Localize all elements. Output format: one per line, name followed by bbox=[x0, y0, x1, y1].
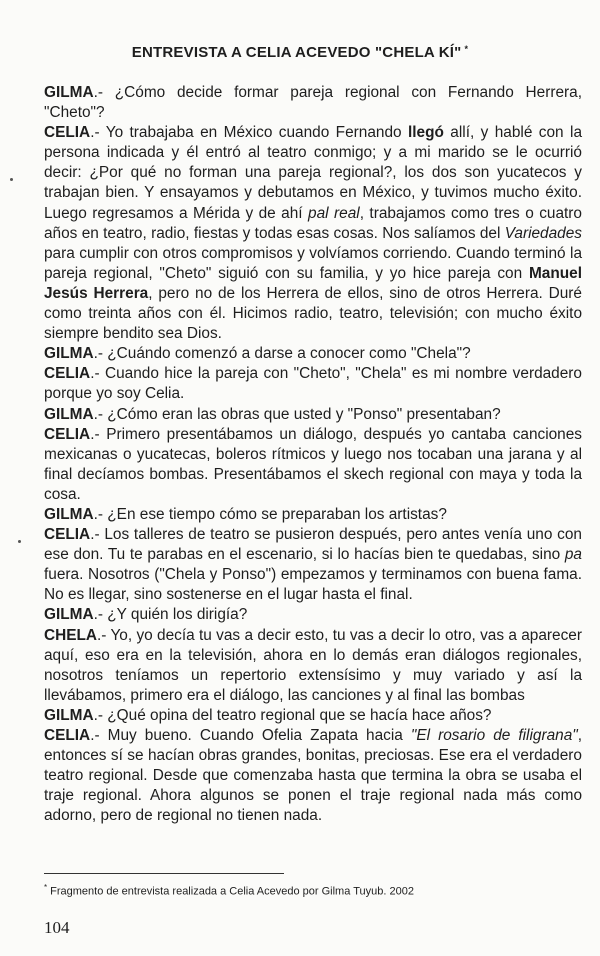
title-footnote-marker: * bbox=[464, 44, 469, 54]
speech-text: , trabajamos como tres o cuatro años en teatro, radio, fiestas y todas esas cosas. Nos salíamos del bbox=[44, 204, 582, 242]
title-text: ENTREVISTA A CELIA ACEVEDO "CHELA KÍ" bbox=[131, 44, 462, 61]
speaker-name: GILMA bbox=[44, 345, 94, 363]
speech-text: para cumplir con otros compromisos y volvíamos corriendo. Cuando terminó la pareja regional, "Cheto" siguió con su familia, y yo hice pareja con bbox=[44, 244, 582, 282]
speech-text: .- ¿Cuándo comenzó a darse a conocer como "Chela"? bbox=[93, 345, 471, 363]
interview-turn bbox=[44, 364, 582, 404]
speech-text: .- ¿Cómo eran las obras que usted y "Ponso" presentaban? bbox=[93, 405, 501, 423]
interview-turn bbox=[44, 344, 582, 364]
speaker-name: GILMA bbox=[44, 706, 94, 724]
margin-speck bbox=[10, 178, 13, 181]
speaker-name: CELIA bbox=[44, 365, 91, 383]
speaker-name: CELIA bbox=[44, 124, 91, 142]
interview-turn bbox=[44, 525, 582, 605]
speaker-name: CELIA bbox=[44, 727, 91, 744]
speech-text: .- ¿Cómo decide formar pareja regional con Fernando Herrera, "Cheto"? bbox=[44, 84, 582, 122]
page-title bbox=[0, 44, 600, 61]
footnote-marker: * bbox=[44, 883, 48, 892]
speaker-name: CELIA bbox=[44, 526, 91, 544]
speech-text: .- Yo trabajaba en México cuando Fernando bbox=[90, 124, 408, 142]
italic-phrase: pa bbox=[564, 546, 582, 564]
interview-text bbox=[44, 83, 582, 826]
speaker-name: GILMA bbox=[44, 405, 94, 423]
speech-text: .- Los talleres de teatro se pusieron después, pero antes venía uno con ese don. Tu te parabas en el escenario, si lo hacías bien te quedabas, sino bbox=[44, 526, 582, 564]
speech-text: , entonces sí se hacían obras grandes, bonitas, preciosas. Ese era el verdadero teatro regional. Desde que comenzaba hasta que termina la obra se usaba el traje regional. Ahora algunos se ponen el traje regional nada más como adorno, pero de regional no tienen nada. bbox=[44, 727, 583, 825]
interview-turn bbox=[44, 123, 582, 344]
speech-text: .- Yo, yo decía tu vas a decir esto, tu vas a decir lo otro, vas a aparecer aquí, eso era en la televisión, ahora en lo demás eran diálogos regionales, nosotros teníamos un repertorio extensísimo y muy variado y así la llevábamos, primero era el diálogo, las canciones y al final las bombas bbox=[44, 626, 582, 704]
footnote-text: Fragmento de entrevista realizada a Celia Acevedo por Gilma Tuyub. 2002 bbox=[50, 885, 414, 898]
italic-phrase: "El rosario de filigrana" bbox=[410, 727, 578, 744]
speaker-name: GILMA bbox=[44, 84, 94, 101]
margin-speck bbox=[18, 540, 21, 543]
speech-text: allí, y hablé con la persona indicada y él entró al teatro conmigo; y a mi marido se le ocurrió decir: ¿Por qué no forman una pareja regional?, los dos son yucatecos y trabajan bien. Y ensayamos y debutamos en México, y tuvimos mucho éxito. Luego regresamos a Mérida y de ahí bbox=[44, 124, 582, 222]
speaker-name: CELIA bbox=[44, 425, 91, 443]
page-number: 104 bbox=[44, 918, 70, 937]
speech-text: .- Muy bueno. Cuando Ofelia Zapata hacia bbox=[90, 727, 411, 744]
speech-text: .- Cuando hice la pareja con "Cheto", "Chela" es mi nombre verdadero porque yo soy Celia. bbox=[44, 365, 582, 403]
italic-phrase: Variedades bbox=[504, 224, 582, 242]
interview-turn bbox=[44, 626, 582, 706]
interview-turn bbox=[44, 425, 582, 505]
interview-turn bbox=[44, 726, 582, 826]
speaker-name: GILMA bbox=[44, 505, 94, 523]
interview-turn bbox=[44, 605, 582, 625]
interview-turn bbox=[44, 505, 582, 525]
footnote-divider bbox=[44, 873, 284, 874]
speech-text: .- ¿Qué opina del teatro regional que se hacía hace años? bbox=[93, 706, 492, 724]
interview-turn bbox=[44, 706, 582, 726]
italic-phrase: pal real bbox=[308, 204, 360, 222]
speech-text: .- ¿Y quién los dirigía? bbox=[93, 606, 248, 624]
interview-turn bbox=[44, 83, 582, 123]
speech-text: .- Primero presentábamos un diálogo, después yo cantaba canciones mexicanas o yucatecas, boleros rítmicos y luego nos tocaban una jarana y al final decíamos bombas. Presentábamos el skech regional con maya y toda la cosa. bbox=[44, 425, 582, 503]
speech-text: .- ¿En ese tiempo cómo se preparaban los artistas? bbox=[93, 505, 447, 523]
interview-turn bbox=[44, 405, 582, 425]
speaker-name: GILMA bbox=[44, 606, 94, 624]
speech-text: fuera. Nosotros ("Chela y Ponso") empezamos y terminamos con buena fama. No es llegar, sino sostenerse en el lugar hasta el final. bbox=[44, 566, 582, 604]
emphasized-name: llegó bbox=[407, 124, 444, 142]
speech-text: , pero no de los Herrera de ellos, sino de otros Herrera. Duré como treinta años con él. Hicimos radio, teatro, televisión; con mucho éxito siempre bendito sea Dios. bbox=[44, 284, 582, 343]
speaker-name: CHELA bbox=[44, 626, 98, 644]
emphasized-name: Manuel Jesús Herrera bbox=[44, 264, 582, 302]
footnote bbox=[44, 881, 584, 899]
